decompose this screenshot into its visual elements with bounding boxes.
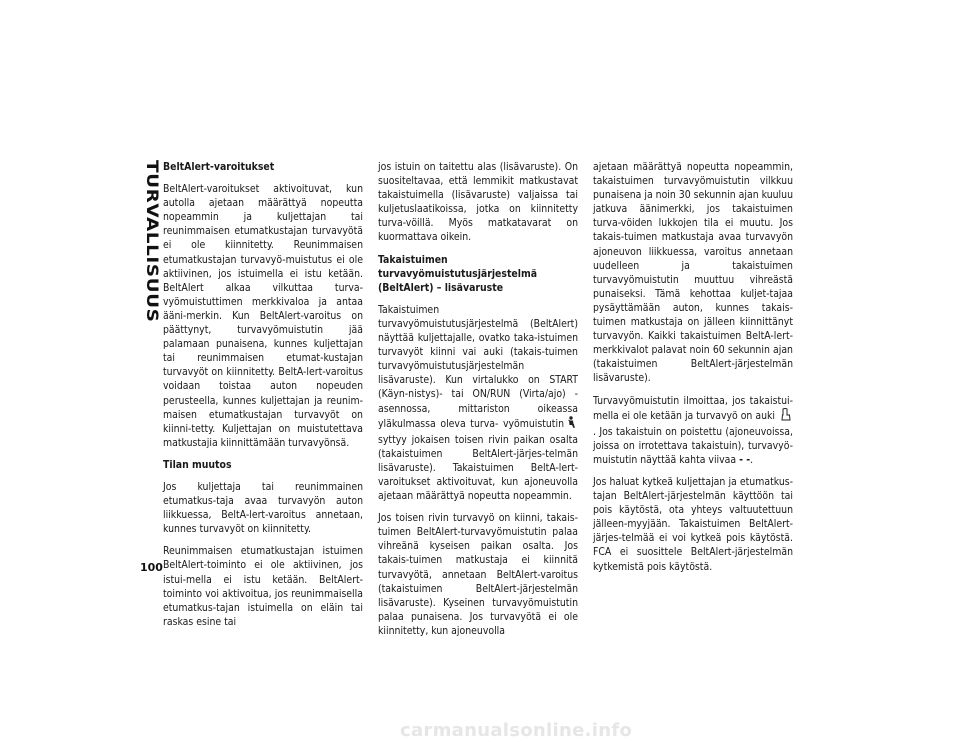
heading-rear-seat-beltalert: Takaistuimen turvavyömuistutusjärjestelmä (BeltAlert) – lisävaruste xyxy=(378,253,538,294)
section-title-text: TURVALLISUUS xyxy=(143,160,162,323)
paragraph-text: syttyy jokaisen toisen rivin paikan osalta (takaistuimen BeltAlert-järjes-telmän lisävaruste). Takaistuimen BeltA-lert-varoitukset aktivoituvat, kun ajoneuvolla ajetaan määrättyä nopeutta nopeammin. xyxy=(378,433,578,503)
text-column-2 xyxy=(378,160,578,646)
section-side-title xyxy=(136,160,166,460)
paragraph-text: Takaistuimen turvavyömuistutusjärjestelmä (BeltAlert) näyttää kuljettajalle, ovatko taka-istuimen turvavyöt kiinni vai auki (takais-tuimen turvavyömuistutusjärjestelmän lisävaruste). Kun virtalukko on START (Käyn-nistys)- tai ON/RUN (Virta/ajo) -asennossa, mittariston oikeassa yläkulmassa oleva turva- xyxy=(378,303,578,430)
paragraph: Jos toisen rivin turvavyö on kiinni, takais-tuimen BeltAlert-turvavyömuistutin palaa vihreänä kyseisen paikan osalta. Jos takais-tuimen matkustaja ei kiinnitä turvavyötä, annetaan BeltAlert-varoitus (takaistuimen BeltAlert-järjestelmän lisävaruste). Kyseinen turvavyömuistutin palaa punaisena. Jos turvavyötä ei ole kiinnitetty, kun ajoneuvolla xyxy=(378,512,578,637)
paragraph: Reunimmaisen etumatkustajan istuimen BeltAlert-toiminto ei ole aktiivinen, jos istui-mella ei istu ketään. BeltAlert-toiminto voi aktivoitua, jos reunimmaisella etumatkus-tajan istuimella on eläin tai raskas esine tai xyxy=(163,545,363,628)
seated-person-with-belt-icon xyxy=(566,416,576,433)
paragraph-text: Turvavyömuistutin ilmoittaa, jos takaistui-mella ei ole ketään ja turvavyö on auki xyxy=(593,394,793,422)
paragraph-text: . xyxy=(750,453,754,466)
paragraph: Jos haluat kytkeä kuljettajan ja etumatkus-tajan BeltAlert-järjestelmän käyttöön tai pois käytöstä, ota yhteys valtuutettuun jälleen-myyjään. Takaistuimen BeltAlert-järjes-telmää ei voi kytkeä pois käytöstä. FCA ei suosittele BeltAlert-järjestelmän kytkemistä pois käytöstä. xyxy=(593,475,793,573)
paragraph-text: . Jos takaistuin on poistettu (ajoneuvoissa, joissa on irrotettava takaistuin), turvavyö-muistutin näyttää kahta viivaa xyxy=(593,425,793,466)
text-column-3 xyxy=(593,160,793,582)
paragraph: ajetaan määrättyä nopeutta nopeammin, takaistuimen turvavyömuistutin vilkkuu punaisena ja noin 30 sekunnin ajan kuuluu jatkuva äänimerkki, jos takaistuimen turva-vöiden lukkojen tila ei muutu. Jos takais-tuimen matkustaja avaa turvavyön ajoneuvon liikkuessa, varoitus annetaan uudelleen ja takaistuimen turvavyömuistutin muuttuu vihreästä punaiseksi. Tämä kehottaa kuljet-tajaa pysäyttämään auton, kunnes takais-tuimen matkustaja on jälleen kiinnittänyt turvavyön. Kaikki takaistuimen BeltA-lert-merkkivalot palavat noin 60 sekunnin ajan (takaistuimen BeltAlert-järjestelmän lisävaruste). xyxy=(593,161,793,385)
paragraph xyxy=(378,303,578,503)
page-number: 100 xyxy=(140,561,163,574)
text-column-1 xyxy=(163,160,363,637)
two-dashes-indicator: - - xyxy=(739,453,751,466)
paragraph: BeltAlert-varoitukset aktivoituvat, kun autolla ajetaan määrättyä nopeutta nopeammin ja kuljettajan tai reunimmaisen etumatkustajan turvavyötä ei ole kiinnitetty. Reunimmaisen etumatkustajan turvavyö-muistutus ei ole aktiivinen, jos istuimella ei istu ketään. BeltAlert alkaa vilkuttaa turva-vyömuistuttimen merkkivaloa ja antaa ääni-merkin. Kun BeltAlert-varoitus on päättynyt, turvavyömuistutin jää palamaan punaisena, kunnes kuljettajan tai reunimmaisen etumat-kustajan turvavyöt on kiinnitetty. BeltA-lert-varoitus voidaan toistaa auton nopeuden perusteella, kunnes kuljettajan ja reunim-maisen etumatkustajan turvavyöt on kiinni-tetty. Kuljettajan on muistutettava matkustajia kiinnittämään turvavyönsä. xyxy=(163,183,363,449)
paragraph xyxy=(593,394,793,467)
heading-beltalert: BeltAlert-varoitukset xyxy=(163,161,275,173)
paragraph: Jos kuljettaja tai reunimmainen etumatkus-taja avaa turvavyön auton liikkuessa, BeltA-lert-varoitus annetaan, kunnes turvavyöt on kiinnitetty. xyxy=(163,480,363,536)
heading-state-change: Tilan muutos xyxy=(163,458,232,471)
watermark: carmanualsonline.info xyxy=(400,720,633,741)
empty-seat-icon xyxy=(780,408,791,425)
paragraph-text: vyömuistutin xyxy=(502,417,564,430)
paragraph: jos istuin on taitettu alas (lisävaruste). On suositeltavaa, että lemmikit matkustavat takaistuimella (lisävaruste) valjaissa tai kuljetuslaatikoissa, jotka on kiinnitetty turva-vöillä. Myös matkatavarat on kuormattava oikein. xyxy=(378,161,578,244)
